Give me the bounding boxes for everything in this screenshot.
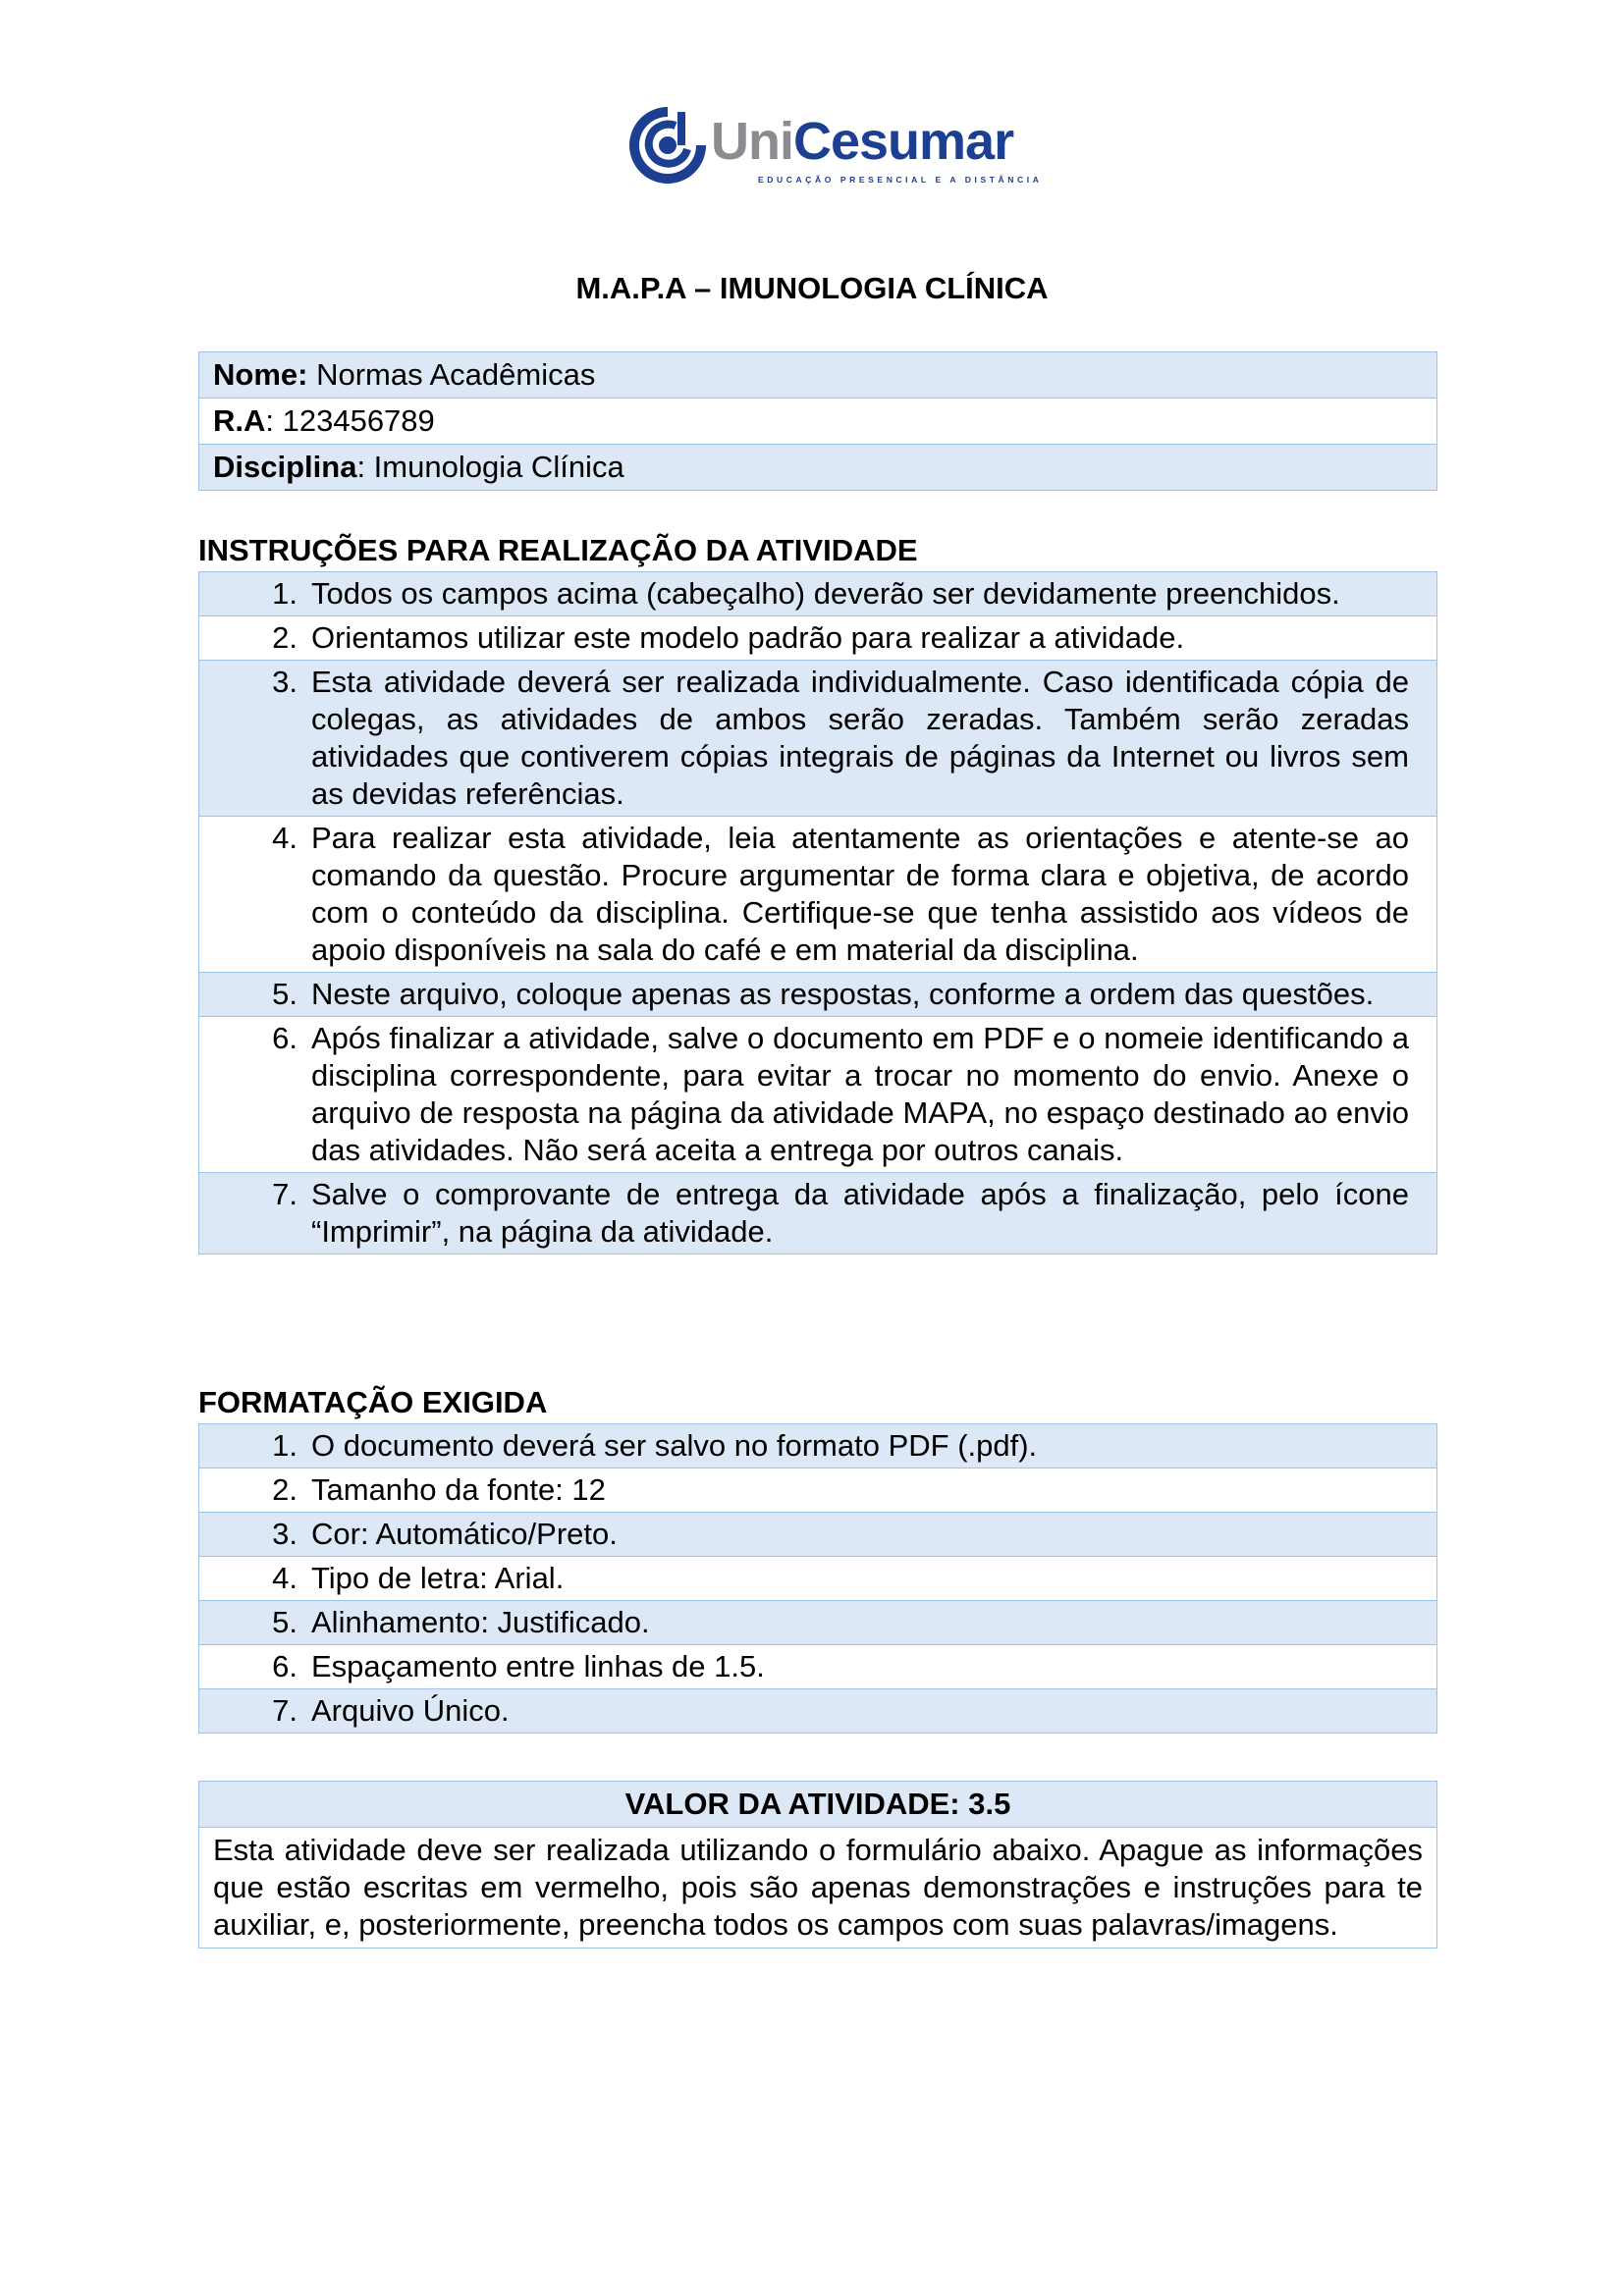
item-number: 5.	[272, 977, 298, 1011]
logo-tagline: EDUCAÇÃO PRESENCIAL E A DISTÂNCIA	[758, 175, 1043, 185]
list-item	[199, 616, 1437, 661]
list-item	[199, 1424, 1437, 1468]
item-text: Após finalizar a atividade, salve o documento em PDF e o nomeie identificando a disciplina correspondente, para evitar a trocar no momento do envio. Anexe o arquivo de resposta na página da atividade MAPA, no espaço destinado ao envio das atividades. Não será aceita a entrega por outros canais.	[311, 1021, 1409, 1167]
unicesumar-logo	[624, 106, 1043, 190]
disciplina-label: Disciplina	[213, 450, 357, 484]
valor-table	[198, 1781, 1437, 1949]
ra-value: : 123456789	[265, 403, 435, 438]
item-number: 3.	[272, 1517, 298, 1551]
list-item	[199, 1645, 1437, 1689]
ra-row	[199, 399, 1437, 445]
item-text: Neste arquivo, coloque apenas as respostas, conforme a ordem das questões.	[311, 977, 1375, 1011]
item-number: 6.	[272, 1649, 298, 1683]
item-text: Todos os campos acima (cabeçalho) deverão ser devidamente preenchidos.	[311, 576, 1340, 611]
item-number: 1.	[272, 1428, 298, 1463]
list-item	[199, 973, 1437, 1017]
item-text: Tamanho da fonte: 12	[311, 1472, 606, 1507]
list-item	[199, 572, 1437, 616]
instructions-heading: INSTRUÇÕES PARA REALIZAÇÃO DA ATIVIDADE	[198, 533, 918, 567]
item-text: Orientamos utilizar este modelo padrão para realizar a atividade.	[311, 620, 1185, 655]
unicesumar-emblem-icon	[624, 106, 709, 185]
item-text: O documento deverá ser salvo no formato PDF (.pdf).	[311, 1428, 1038, 1463]
list-item	[199, 1513, 1437, 1557]
list-item	[199, 1689, 1437, 1734]
item-text: Para realizar esta atividade, leia atentamente as orientações e atente-se ao comando da questão. Procure argumentar de forma clara e objetiva, de acordo com o conteúdo da disciplina. Certifique-se que tenha assistido aos vídeos de apoio disponíveis na sala do café e em material da disciplina.	[311, 821, 1409, 967]
list-item	[199, 1601, 1437, 1645]
item-number: 4.	[272, 1561, 298, 1595]
item-number: 7.	[272, 1693, 298, 1728]
valor-body: Esta atividade deve ser realizada utilizando o formulário abaixo. Apague as informações que estão escritas em vermelho, pois são apenas demonstrações e instruções para te auxiliar, e, posteriormente, preencha todos os campos com suas palavras/imagens.	[199, 1828, 1437, 1949]
valor-heading-row	[199, 1782, 1437, 1828]
nome-row	[199, 352, 1437, 399]
valor-heading: VALOR DA ATIVIDADE: 3.5	[199, 1782, 1437, 1828]
formatting-heading: FORMATAÇÃO EXIGIDA	[198, 1385, 548, 1419]
formatting-list	[198, 1423, 1437, 1734]
item-text: Tipo de letra: Arial.	[311, 1561, 565, 1595]
nome-value: Normas Acadêmicas	[307, 357, 596, 392]
instructions-list	[198, 571, 1437, 1255]
list-item	[199, 817, 1437, 973]
ra-label: R.A	[213, 403, 266, 438]
item-text: Esta atividade deverá ser realizada individualmente. Caso identificada cópia de colegas, as atividades de ambos serão zeradas. Também serão zeradas atividades que contiverem cópias integrais de páginas da Internet ou livros sem as devidas referências.	[311, 665, 1409, 811]
list-item	[199, 1173, 1437, 1255]
student-info-table	[198, 351, 1437, 491]
disciplina-row	[199, 445, 1437, 491]
item-number: 1.	[272, 576, 298, 611]
item-number: 2.	[272, 620, 298, 655]
item-number: 5.	[272, 1605, 298, 1639]
list-item	[199, 661, 1437, 817]
item-text: Alinhamento: Justificado.	[311, 1605, 650, 1639]
disciplina-value: : Imunologia Clínica	[356, 450, 624, 484]
list-item	[199, 1017, 1437, 1173]
item-text: Salve o comprovante de entrega da atividade após a finalização, pelo ícone “Imprimir”, na página da atividade.	[311, 1177, 1409, 1249]
list-item	[199, 1557, 1437, 1601]
item-number: 2.	[272, 1472, 298, 1507]
item-number: 6.	[272, 1021, 298, 1055]
valor-body-row	[199, 1828, 1437, 1949]
item-number: 4.	[272, 821, 298, 855]
logo-wordmark: UniCesumar	[711, 112, 1014, 171]
item-text: Cor: Automático/Preto.	[311, 1517, 618, 1551]
item-number: 7.	[272, 1177, 298, 1211]
list-item	[199, 1468, 1437, 1513]
document-title: M.A.P.A – IMUNOLOGIA CLÍNICA	[575, 271, 1049, 305]
nome-label: Nome:	[213, 357, 308, 392]
item-text: Espaçamento entre linhas de 1.5.	[311, 1649, 765, 1683]
item-text: Arquivo Único.	[311, 1693, 510, 1728]
item-number: 3.	[272, 665, 298, 699]
